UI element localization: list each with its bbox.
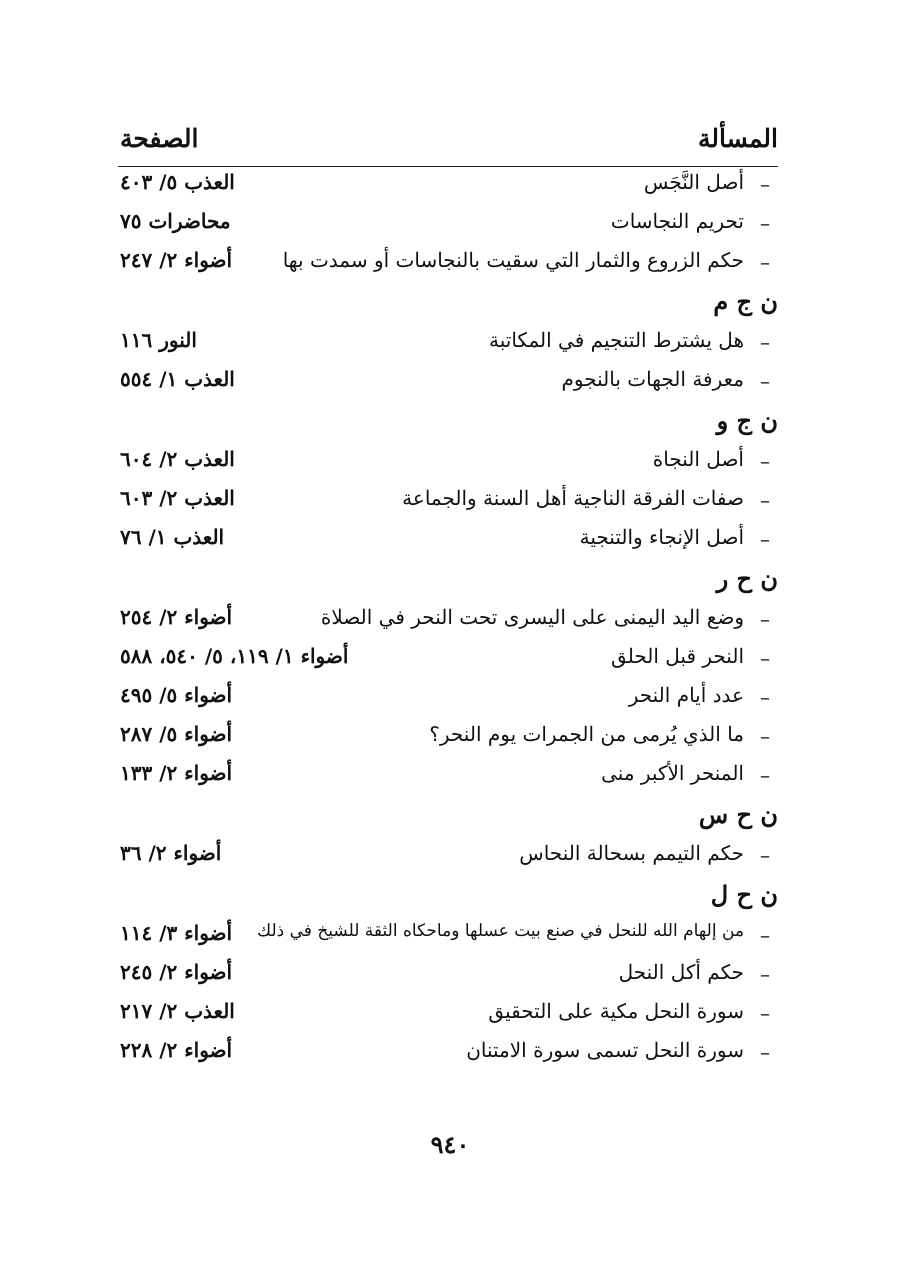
index-entry [118,679,778,718]
entry-dash: – [760,527,770,551]
index-entry [118,640,778,679]
entry-page-ref: العذب ٢/ ٦٠٣ [120,486,235,510]
root-heading-text: ن ج و [716,406,778,435]
entry-text: أصل النجاة [652,447,744,471]
root-heading-text: ن ح س [698,800,778,829]
entry-dash: – [760,923,770,947]
index-entry [118,244,778,283]
entry-dash: – [760,646,770,670]
entry-text: النحر قبل الحلق [611,644,744,668]
entry-page-ref: العذب ٥/ ٤٠٣ [120,170,235,194]
root-heading [118,560,778,601]
index-entry [118,917,778,956]
entry-text: سورة النحل مكية على التحقيق [488,999,744,1023]
root-heading [118,402,778,443]
entry-dash: – [760,369,770,393]
entry-page-ref: أضواء ٢/ ٢٥٤ [120,605,233,629]
page-number: ٩٤٠ [430,1130,470,1159]
entry-text: تحريم النجاسات [610,209,744,233]
entry-page-ref: النور ١١٦ [120,328,197,352]
entry-text: معرفة الجهات بالنجوم [561,367,744,391]
root-heading [118,796,778,837]
entry-dash: – [760,607,770,631]
root-heading-text: ن ح ر [716,564,778,593]
root-heading-text: ن ح ل [710,880,778,909]
index-entry [118,482,778,521]
entry-text: صفات الفرقة الناجية أهل السنة والجماعة [402,486,744,510]
root-heading [118,283,778,324]
entry-dash: – [760,211,770,235]
index-entry [118,324,778,363]
entry-dash: – [760,843,770,867]
index-entry [118,995,778,1034]
entry-dash: – [760,962,770,986]
entry-page-ref: أضواء ١/ ١١٩، ٥/ ٥٤٠، ٥٨٨ [120,644,349,668]
entry-page-ref: العذب ٢/ ٢١٧ [120,999,235,1023]
entry-page-ref: أضواء ٢/ ٣٦ [120,841,222,865]
entry-page-ref: أضواء ٢/ ٢٤٧ [120,248,233,272]
entry-text: هل يشترط التنجيم في المكاتبة [489,328,744,352]
entry-page-ref: أضواء ٢/ ٢٤٥ [120,960,233,984]
index-entry [118,205,778,244]
entry-page-ref: أضواء ٥/ ٢٨٧ [120,722,233,746]
entry-page-ref: أضواء ٢/ ٢٢٨ [120,1038,233,1062]
index-entries [118,166,778,1073]
entry-page-ref: العذب ١/ ٧٦ [120,525,225,549]
column-header [118,124,778,164]
entry-text: أصل الإنجاء والتنجية [579,525,744,549]
entry-text: من إلهام الله للنحل في صنع بيت عسلها وماحكاه الثقة للشيخ في ذلك [257,921,744,941]
index-entry [118,718,778,757]
page-column-label: الصفحة [120,124,199,153]
entry-page-ref: أضواء ٥/ ٤٩٥ [120,683,233,707]
entry-dash: – [760,1001,770,1025]
index-entry [118,1034,778,1073]
root-heading-text: ن ج م [713,287,778,316]
entry-dash: – [760,685,770,709]
entry-dash: – [760,488,770,512]
entry-page-ref: العذب ٢/ ٦٠٤ [120,447,235,471]
entry-page-ref: العذب ١/ ٥٥٤ [120,367,235,391]
index-entry [118,521,778,560]
entry-text: حكم التيمم بسحالة النحاس [519,841,744,865]
index-entry [118,443,778,482]
entry-dash: – [760,724,770,748]
entry-text: المنحر الأكبر منى [601,761,744,785]
entry-text: أصل النَّجَس [643,170,744,194]
entry-page-ref: أضواء ٢/ ١٣٣ [120,761,233,785]
entry-dash: – [760,172,770,196]
index-entry [118,956,778,995]
entry-dash: – [760,1040,770,1064]
index-entry [118,363,778,402]
index-entry [118,837,778,876]
entry-text: عدد أيام النحر [628,683,744,707]
index-entry [118,757,778,796]
entry-dash: – [760,330,770,354]
entry-text: سورة النحل تسمى سورة الامتنان [466,1038,744,1062]
entry-dash: – [760,250,770,274]
index-entry [118,601,778,640]
index-entry [118,166,778,205]
entry-page-ref: محاضرات ٧٥ [120,209,231,233]
entry-dash: – [760,449,770,473]
entry-text: حكم الزروع والثمار التي سقيت بالنجاسات أو سمدت بها [282,248,744,272]
entry-page-ref: أضواء ٣/ ١١٤ [120,921,233,945]
entry-text: حكم أكل النحل [618,960,744,984]
entry-text: وضع اليد اليمنى على اليسرى تحت النحر في الصلاة [320,605,744,629]
entry-text: ما الذي يُرمى من الجمرات يوم النحر؟ [429,722,744,746]
entry-dash: – [760,763,770,787]
issue-column-label: المسألة [698,124,778,153]
root-heading [118,876,778,917]
